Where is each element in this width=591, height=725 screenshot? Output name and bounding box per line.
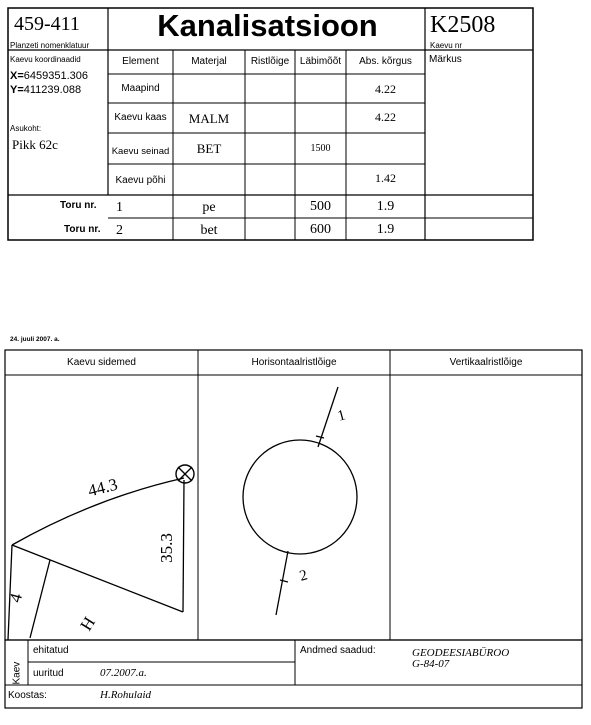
header-ristloige: Ristlõige bbox=[250, 56, 290, 67]
pipe-label: Toru nr. bbox=[60, 200, 97, 211]
page-title: Kanalisatsioon bbox=[157, 8, 378, 43]
coord-x-label: X= bbox=[10, 70, 24, 82]
sketch-mark: H bbox=[76, 613, 100, 634]
pipe-mark: 2 bbox=[297, 567, 310, 585]
koostas-label: Koostas: bbox=[8, 690, 47, 701]
well-number-label: Kaevu nr bbox=[430, 41, 463, 50]
sketch-mark: 4 bbox=[5, 591, 27, 605]
andmed-code: G-84-07 bbox=[412, 658, 450, 670]
pipe-nr: 2 bbox=[116, 223, 123, 238]
planzet-label: Planzeti nomenklatuur bbox=[10, 41, 90, 50]
row-materjal: BET bbox=[196, 141, 222, 156]
andmed-value: GEODEESIABÜROO bbox=[412, 647, 510, 659]
date-note: 24. juuli 2007. a. bbox=[10, 336, 60, 343]
row-element: Maapind bbox=[121, 83, 160, 94]
ehitatud-label: ehitatud bbox=[33, 645, 69, 656]
pipe-labimoot: 500 bbox=[310, 199, 331, 214]
section-horisontaal: Horisontaalristlõige bbox=[251, 357, 337, 368]
header-abs-korgus: Abs. kõrgus bbox=[359, 56, 412, 67]
header-element: Element bbox=[122, 56, 159, 67]
pipe-label: Toru nr. bbox=[64, 224, 101, 235]
pipe-mark: 1 bbox=[335, 407, 348, 425]
uuritud-label: uuritud bbox=[33, 668, 64, 679]
location-label: Asukoht: bbox=[10, 124, 42, 133]
coord-y bbox=[10, 84, 81, 96]
location-value: Pikk 62c bbox=[12, 137, 58, 152]
row-element: Kaevu põhi bbox=[115, 175, 166, 186]
row-abs: 4.22 bbox=[375, 110, 396, 124]
uuritud-value: 07.2007.a. bbox=[100, 667, 147, 679]
header-markus: Märkus bbox=[429, 54, 462, 65]
pipe-materjal: pe bbox=[202, 200, 216, 215]
coord-x-value: 6459351.306 bbox=[23, 70, 88, 82]
pipe-labimoot: 600 bbox=[310, 222, 331, 237]
dimension-label: 35.3 bbox=[156, 533, 176, 563]
row-element: Kaevu kaas bbox=[114, 112, 167, 123]
header-materjal: Materjal bbox=[191, 56, 227, 67]
header-labimoot: Läbimõõt bbox=[299, 56, 342, 67]
row-materjal: MALM bbox=[188, 111, 230, 126]
kaev-label: Kaev bbox=[11, 661, 23, 685]
coord-y-label: Y= bbox=[10, 84, 24, 96]
coord-x bbox=[10, 70, 88, 82]
pipe-abs: 1.9 bbox=[376, 222, 395, 237]
row-element: Kaevu seinad bbox=[111, 146, 170, 157]
row-abs: 1.42 bbox=[375, 171, 396, 185]
andmed-label: Andmed saadud: bbox=[300, 645, 376, 656]
row-labimoot: 1500 bbox=[310, 143, 331, 154]
dimension-label: 44.3 bbox=[86, 474, 120, 501]
well-number: K2508 bbox=[430, 12, 496, 38]
section-kaevu-sidemed: Kaevu sidemed bbox=[67, 357, 136, 368]
planzet-value: 459-411 bbox=[14, 13, 80, 35]
section-vertikaal: Vertikaalristlõige bbox=[449, 357, 523, 368]
coord-y-value: 411239.088 bbox=[23, 84, 82, 96]
coordinates-label: Kaevu koordinaadid bbox=[10, 55, 81, 64]
row-abs: 4.22 bbox=[375, 82, 396, 96]
pipe-materjal: bet bbox=[200, 223, 218, 238]
koostas-value: H.Rohulaid bbox=[100, 689, 152, 701]
pipe-abs: 1.9 bbox=[376, 199, 395, 214]
pipe-nr: 1 bbox=[116, 200, 123, 215]
